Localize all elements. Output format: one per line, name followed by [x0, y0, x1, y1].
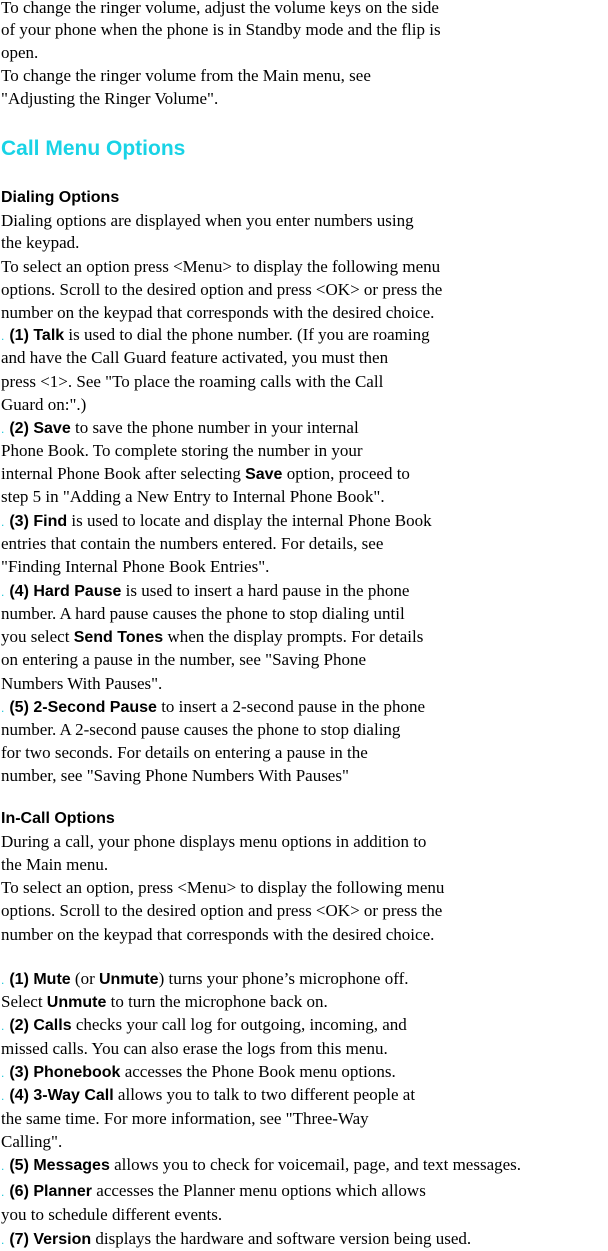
list-item-mute — [1, 968, 408, 990]
bullet-icon: . — [1, 973, 5, 987]
incall-para-2: the Main menu. — [1, 855, 109, 874]
save-line-4: step 5 in "Adding a New Entry to Internal Phone Book". — [1, 487, 385, 506]
intro-line-1: To change the ringer volume, adjust the volume keys on the side — [1, 0, 439, 17]
bullet-icon: . — [1, 585, 5, 599]
save-text-a: internal Phone Book after selecting — [1, 464, 246, 483]
incall-para-1: During a call, your phone displays menu options in addition to — [1, 832, 427, 851]
two-sec-line-3: for two seconds. For details on entering a pause in the — [1, 743, 368, 762]
two-sec-line-4: number, see "Saving Phone Numbers With Pauses" — [1, 766, 349, 785]
option-text: is used to locate and display the internal Phone Book — [67, 511, 432, 530]
bullet-icon: . — [1, 515, 5, 529]
mute-text-a: (or — [70, 969, 99, 988]
list-item-talk — [1, 324, 430, 346]
bullet-icon: . — [1, 1019, 5, 1033]
option-label: (4) Hard Pause — [9, 583, 122, 600]
option-label: (2) Save — [9, 420, 71, 437]
threeway-line-3: Calling". — [1, 1132, 63, 1151]
hard-pause-line-2: number. A hard pause causes the phone to stop dialing until — [1, 604, 405, 623]
incall-heading: In-Call Options — [1, 810, 115, 827]
list-item-hard-pause — [1, 580, 409, 602]
option-label: (4) 3-Way Call — [9, 1087, 114, 1104]
list-item-phonebook — [1, 1061, 396, 1083]
bullet-icon: . — [1, 422, 5, 436]
option-text: checks your call log for outgoing, incoming, and — [71, 1015, 407, 1034]
list-item-calls — [1, 1014, 407, 1036]
hard-pause-text-a: you select — [1, 627, 74, 646]
save-line-2: Phone Book. To complete storing the number in your — [1, 441, 363, 460]
option-label: (7) Version — [9, 1231, 92, 1248]
option-label: (1) Talk — [9, 327, 65, 344]
threeway-line-2: the same time. For more information, see "Three-Way — [1, 1109, 369, 1128]
list-item-two-second-pause — [1, 696, 425, 718]
dialing-heading: Dialing Options — [1, 189, 120, 206]
dialing-para-1: Dialing options are displayed when you enter numbers using — [1, 211, 414, 230]
bullet-icon: . — [1, 1159, 5, 1173]
bullet-icon: . — [1, 701, 5, 715]
find-line-3: "Finding Internal Phone Book Entries". — [1, 557, 270, 576]
option-text: accesses the Planner menu options which allows — [92, 1181, 426, 1200]
intro-line-3: open. — [1, 43, 39, 62]
list-item-messages — [1, 1154, 521, 1176]
option-text: allows you to check for voicemail, page, and text messages. — [109, 1155, 522, 1174]
talk-line-2: and have the Call Guard feature activated, you must then — [1, 348, 389, 367]
option-text: to insert a 2-second pause in the phone — [156, 697, 426, 716]
option-text: displays the hardware and software version being used. — [91, 1229, 472, 1248]
list-item-three-way — [1, 1084, 415, 1106]
dialing-para-5: number on the keypad that corresponds with the desired choice. — [1, 303, 435, 322]
dialing-para-3: To select an option press <Menu> to display the following menu — [1, 257, 441, 276]
option-label: (5) 2-Second Pause — [9, 699, 157, 716]
option-label: (2) Calls — [9, 1017, 72, 1034]
two-sec-line-2: number. A 2-second pause causes the phone to stop dialing — [1, 720, 401, 739]
planner-line-2: you to schedule different events. — [1, 1205, 223, 1224]
intro-line-4: To change the ringer volume from the Main menu, see — [1, 66, 371, 85]
save-bold: Save — [245, 466, 283, 483]
send-tones-bold: Send Tones — [73, 629, 164, 646]
save-line-3 — [1, 463, 410, 485]
hard-pause-line-3 — [1, 626, 423, 648]
option-label: (6) Planner — [9, 1183, 93, 1200]
find-line-2: entries that contain the numbers entered. For details, see — [1, 534, 384, 553]
list-item-planner — [1, 1180, 426, 1202]
bullet-icon: . — [1, 1089, 5, 1103]
talk-line-3: press <1>. See "To place the roaming calls with the Call — [1, 372, 384, 391]
dialing-para-4: options. Scroll to the desired option and press <OK> or press the — [1, 280, 443, 299]
hard-pause-text-c: when the display prompts. For details — [163, 627, 424, 646]
option-text: is used to dial the phone number. (If you are roaming — [64, 325, 430, 344]
option-text: allows you to talk to two different people at — [113, 1085, 416, 1104]
unmute-bold: Unmute — [99, 971, 159, 988]
bullet-icon: . — [1, 1233, 5, 1247]
option-label: (3) Phonebook — [9, 1064, 121, 1081]
mute-line-2-a: Select — [1, 992, 47, 1011]
option-label: (3) Find — [9, 513, 68, 530]
mute-line-2-c: to turn the microphone back on. — [106, 992, 328, 1011]
section-title: Call Menu Options — [1, 137, 186, 160]
list-item-version — [1, 1228, 471, 1250]
bullet-icon: . — [1, 1185, 5, 1199]
save-text-c: option, proceed to — [282, 464, 410, 483]
list-item-find — [1, 510, 432, 532]
bullet-icon: . — [1, 329, 5, 343]
option-label: (1) Mute — [9, 971, 71, 988]
incall-para-3: To select an option, press <Menu> to display the following menu — [1, 878, 445, 897]
intro-line-5: "Adjusting the Ringer Volume". — [1, 89, 219, 108]
hard-pause-line-5: Numbers With Pauses". — [1, 674, 163, 693]
intro-line-2: of your phone when the phone is in Standby mode and the flip is — [1, 20, 441, 39]
dialing-para-2: the keypad. — [1, 233, 80, 252]
mute-text-c: ) turns your phone’s microphone off. — [158, 969, 409, 988]
incall-para-5: number on the keypad that corresponds with the desired choice. — [1, 925, 435, 944]
list-item-save — [1, 417, 359, 439]
option-text: is used to insert a hard pause in the phone — [121, 581, 410, 600]
mute-line-2 — [1, 991, 328, 1013]
hard-pause-line-4: on entering a pause in the number, see "Saving Phone — [1, 650, 367, 669]
talk-line-4: Guard on:".) — [1, 395, 87, 414]
calls-line-2: missed calls. You can also erase the logs from this menu. — [1, 1039, 388, 1058]
bullet-icon: . — [1, 1066, 5, 1080]
option-text: to save the phone number in your internal — [70, 418, 359, 437]
option-label: (5) Messages — [9, 1157, 110, 1174]
incall-para-4: options. Scroll to the desired option and press <OK> or press the — [1, 901, 443, 920]
unmute-bold-2: Unmute — [46, 994, 107, 1011]
option-text: accesses the Phone Book menu options. — [120, 1062, 396, 1081]
